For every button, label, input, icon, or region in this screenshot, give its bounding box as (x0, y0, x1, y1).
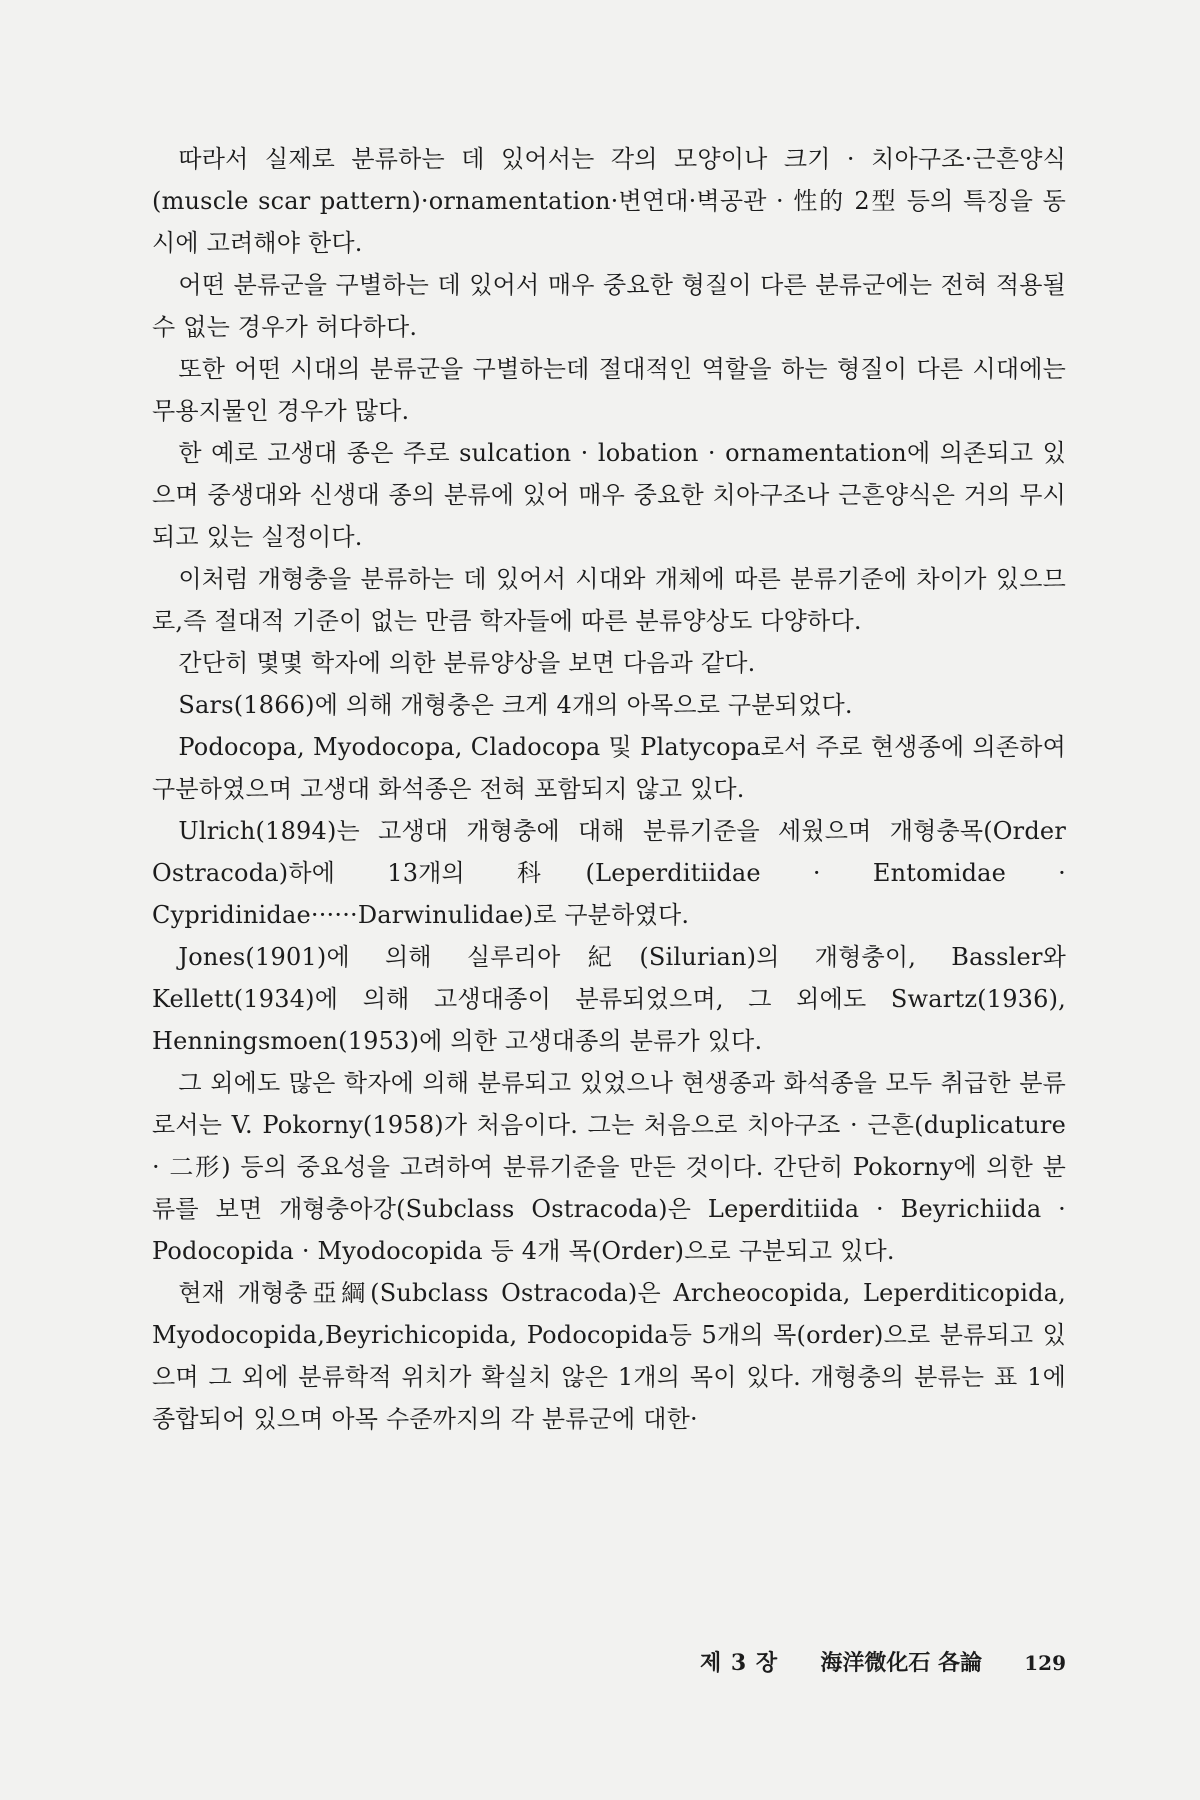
running-title: 海洋微化石 各論 (820, 1650, 983, 1676)
paragraph: 현재 개형충亞綱(Subclass Ostracoda)은 Archeocopida, Leperditicopida, Myodocopida,Beyrichicopida, Podocopida등 5개의 목(order)으로 분류되고 있으며 그 외에 분류학적 위치가 확실치 않은 1개의 목이 있다. 개형충의 분류는 표 1에 종합되어 있으며 아목 수준까지의 각 분류군에 대한· (152, 1279, 1066, 1433)
paragraph: 어떤 분류군을 구별하는 데 있어서 매우 중요한 형질이 다른 분류군에는 전혀 적용될 수 없는 경우가 허다하다. (152, 271, 1066, 341)
paragraph: 한 예로 고생대 종은 주로 sulcation · lobation · ornamentation에 의존되고 있으며 중생대와 신생대 종의 분류에 있어 매우 중요한 치아구조나 근흔양식은 거의 무시되고 있는 실정이다. (152, 439, 1066, 551)
paragraph: Ulrich(1894)는 고생대 개형충에 대해 분류기준을 세웠으며 개형충목(Order Ostracoda)하에 13개의 科(Leperditiidae · Entomidae · Cypridinidae······Darwinulidae)로 구분하였다. (152, 817, 1066, 929)
paragraph: Podocopa, Myodocopa, Cladocopa 및 Platycopa로서 주로 현생종에 의존하여 구분하였으며 고생대 화석종은 전혀 포함되지 않고 있다. (152, 733, 1066, 803)
paragraph: 따라서 실제로 분류하는 데 있어서는 각의 모양이나 크기 · 치아구조·근흔양식(muscle scar pattern)·ornamentation·변연대·벽공관 · 性的 2型 등의 특징을 동시에 고려해야 한다. (152, 145, 1066, 257)
page-footer (700, 1646, 1066, 1677)
chapter-label: 제 3 장 (700, 1650, 779, 1676)
page-number: 129 (1024, 1651, 1066, 1675)
paragraph: 간단히 몇몇 학자에 의한 분류양상을 보면 다음과 같다. (178, 649, 756, 677)
paragraph: 이처럼 개형충을 분류하는 데 있어서 시대와 개체에 따른 분류기준에 차이가 있으므로,즉 절대적 기준이 없는 만큼 학자들에 따른 분류양상도 다양하다. (152, 565, 1066, 635)
paragraph: 그 외에도 많은 학자에 의해 분류되고 있었으나 현생종과 화석종을 모두 취급한 분류로서는 V. Pokorny(1958)가 처음이다. 그는 처음으로 치아구조 · 근흔(duplicature · 二形) 등의 중요성을 고려하여 분류기준을 만든 것이다. 간단히 Pokorny에 의한 분류를 보면 개형충아강(Subclass Ostracoda)은 Leperditiida · Beyrichiida · Podocopida · Myodocopida 등 4개 목(Order)으로 구분되고 있다. (152, 1069, 1066, 1265)
paragraph: Jones(1901)에 의해 실루리아紀(Silurian)의 개형충이, Bassler와 Kellett(1934)에 의해 고생대종이 분류되었으며, 그 외에도 Swartz(1936), Henningsmoen(1953)에 의한 고생대종의 분류가 있다. (152, 943, 1066, 1055)
paragraph: 또한 어떤 시대의 분류군을 구별하는데 절대적인 역할을 하는 형질이 다른 시대에는 무용지물인 경우가 많다. (152, 355, 1066, 425)
paragraph: Sars(1866)에 의해 개형충은 크게 4개의 아목으로 구분되었다. (178, 691, 853, 719)
